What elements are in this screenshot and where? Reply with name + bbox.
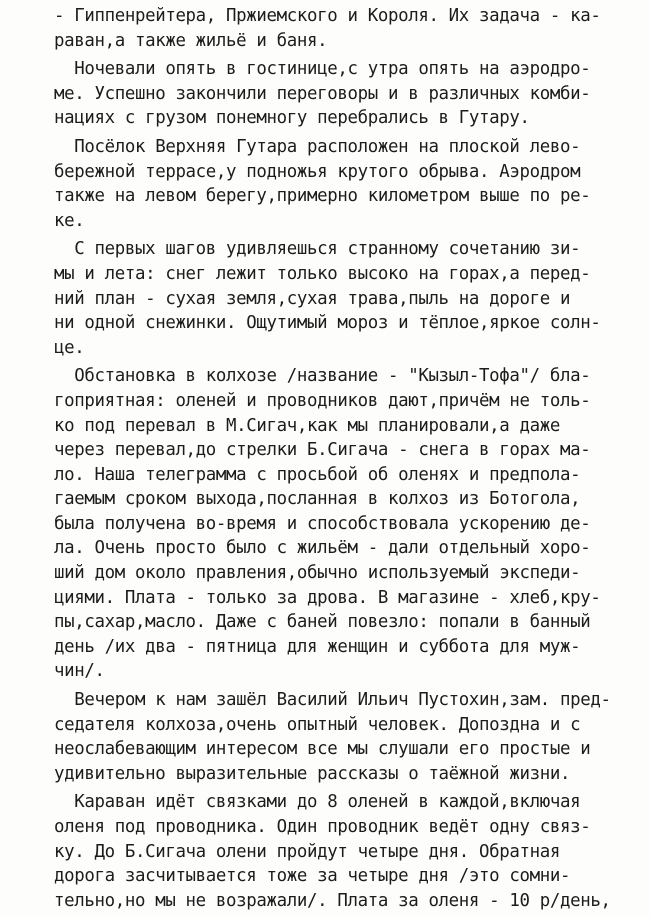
text-line: це.	[54, 337, 85, 358]
paragraph	[54, 364, 634, 684]
text-line: ме. Успешно закончили переговоры и в различных комби-	[54, 83, 591, 104]
page-text	[54, 4, 634, 917]
text-line: ший дом около правления,обычно используемый экспеди-	[54, 563, 581, 584]
text-line: - Гиппенрейтера, Пржиемского и Короля. Их задача - ка-	[54, 6, 601, 26]
text-line: гаемым сроком выхода,посланная в колхоз из Ботогола,	[54, 489, 581, 510]
text-line: неослабевающим интересом все мы слушали его простые и	[54, 739, 591, 760]
text-line: мы и лета: снег лежит только высоко на горах,а перед-	[54, 263, 591, 284]
text-line: гоприятная: оленей и проводников дают,причём не толь-	[54, 390, 591, 411]
text-line: седателя колхоза,очень опытный человек. Допоздна и с	[54, 714, 581, 735]
text-line: оленя под проводника. Один проводник ведёт одну связ-	[54, 817, 591, 837]
text-line: ло. Наша телеграмма с просьбой об оленях и предпола-	[54, 464, 581, 485]
paragraph	[54, 135, 634, 233]
paragraph	[54, 688, 634, 786]
text-line: день /их два - пятница для женщин и суббота для муж-	[54, 636, 581, 657]
text-line: Посёлок Верхняя Гутара расположен на плоской лево-	[54, 136, 581, 157]
text-line: Вечером к нам зашёл Василий Ильич Пустохин,зам. пред-	[54, 690, 611, 711]
paragraph	[54, 237, 634, 360]
text-line: была получена во-время и способствовала ускорению де-	[54, 513, 591, 534]
text-line: ке.	[54, 210, 85, 231]
text-line: также на левом берегу,примерно километром выше по ре-	[54, 186, 591, 207]
text-line: через перевал,до стрелки Б.Сигача - снега в горах ма-	[54, 440, 591, 461]
text-line: Ночевали опять в гостинице,с утра опять на аэродро-	[54, 59, 591, 80]
paragraph	[54, 790, 634, 913]
text-line: С первых шагов удивляешься странному сочетанию зи-	[54, 239, 581, 260]
text-line: Обстановка в колхозе /название - "Кызыл-Тофа"/ бла-	[54, 366, 591, 387]
text-line: ку. До Б.Сигача олени пройдут четыре дня. Обратная	[54, 841, 561, 862]
text-line: дорога засчитывается тоже за четыре дня /это сомни-	[54, 866, 571, 887]
text-line: пы,сахар,масло. Даже с баней повезло: попали в банный	[54, 612, 591, 633]
text-line: нациях с грузом понемногу перебрались в Гутару.	[54, 108, 530, 129]
paragraph	[54, 57, 634, 131]
text-line: чин/.	[54, 661, 105, 682]
text-line: тельно,но мы не возражали/. Плата за оленя - 10 р/день,	[54, 890, 611, 911]
text-line: ко под перевал в М.Сигач,как мы планировали,а даже	[54, 415, 561, 436]
paragraph	[54, 4, 634, 53]
text-line: ний план - сухая земля,сухая трава,пыль на дороге и	[54, 288, 571, 309]
text-line: циями. Плата - только за дрова. В магазине - хлеб,кру-	[54, 587, 601, 608]
text-line: Караван идёт связками до 8 оленей в каждой,включая	[54, 792, 581, 813]
text-line: ни одной снежинки. Ощутимый мороз и тёплое,яркое солн-	[54, 313, 601, 334]
text-line: раван,а также жильё и баня.	[54, 30, 328, 51]
text-line: удивительно выразительные рассказы о таёжной жизни.	[54, 763, 571, 784]
text-line: бережной террасе,у подножья крутого обрыва. Аэродром	[54, 161, 581, 182]
text-line: ла. Очень просто было с жильём - дали отдельный хоро-	[54, 538, 591, 559]
